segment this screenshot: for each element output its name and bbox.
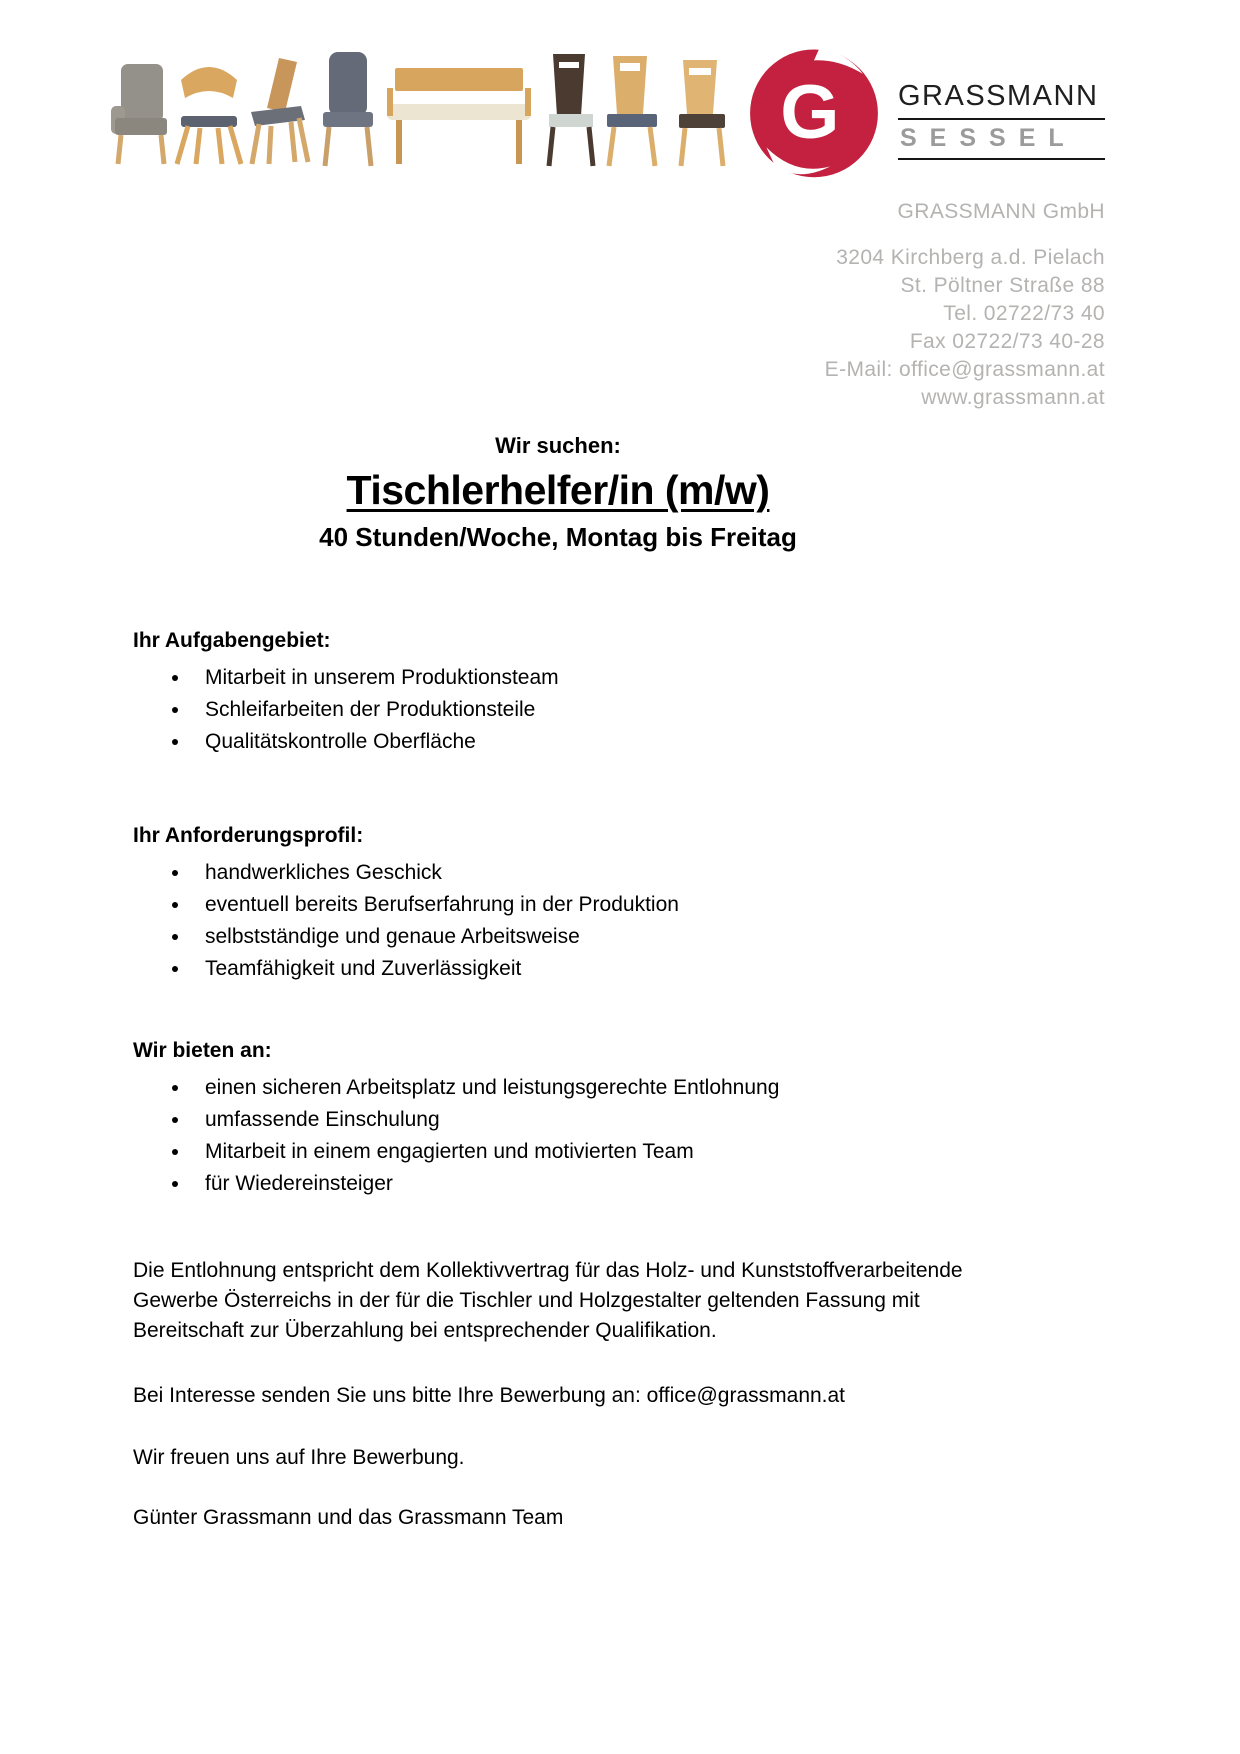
list-item: • handwerkliches Geschick xyxy=(191,857,1123,889)
signature-paragraph: Günter Grassmann und das Grassmann Team xyxy=(133,1506,564,1529)
contact-block xyxy=(825,200,1105,412)
chairs-illustration xyxy=(105,50,745,170)
list-item: • Teamfähigkeit und Zuverlässigkeit xyxy=(191,953,1123,985)
contact-fax-line: Fax 02722/73 40-28 xyxy=(909,330,1105,353)
section-offer xyxy=(133,1038,1123,1200)
list-item: • Mitarbeit in einem engagierten und motivierten Team xyxy=(191,1136,1123,1168)
list-item: • Qualitätskontrolle Oberfläche xyxy=(191,726,1123,758)
grassmann-logo-icon xyxy=(746,44,882,180)
lead-text: Wir suchen: xyxy=(495,433,621,458)
section-offer-heading: Wir bieten an: xyxy=(133,1039,272,1062)
section-profile-list xyxy=(133,857,1123,985)
chairs-photo xyxy=(105,50,745,175)
paragraph-line: Bereitschaft zur Überzahlung bei entsprechender Qualifikation. xyxy=(133,1319,717,1342)
section-tasks xyxy=(133,628,1123,758)
list-item: • selbstständige und genaue Arbeitsweise xyxy=(191,921,1123,953)
contact-street-line: St. Pöltner Straße 88 xyxy=(900,274,1105,297)
pay-paragraph xyxy=(133,1256,1128,1346)
section-tasks-list xyxy=(133,662,1123,758)
contact-email-line: E-Mail: office@grassmann.at xyxy=(824,358,1105,381)
list-item: • eventuell bereits Berufserfahrung in der Produktion xyxy=(191,889,1123,921)
brand-name: GRASSMANN xyxy=(898,80,1099,112)
list-item: • Mitarbeit in unserem Produktionsteam xyxy=(191,662,1123,694)
paragraph-line: Die Entlohnung entspricht dem Kollektivvertrag für das Holz- und Kunststoffverarbeitende xyxy=(133,1259,963,1282)
logo-monogram: G xyxy=(780,69,840,155)
application-paragraph: Bei Interesse senden Sie uns bitte Ihre Bewerbung an: office@grassmann.at xyxy=(133,1384,846,1407)
list-item: • umfassende Einschulung xyxy=(191,1104,1123,1136)
section-profile xyxy=(133,823,1123,985)
contact-phone-line: Tel. 02722/73 40 xyxy=(943,302,1105,325)
paragraph-line: Gewerbe Österreichs in der für die Tischler und Holzgestalter geltenden Fassung mit xyxy=(133,1289,920,1312)
list-item: • einen sicheren Arbeitsplatz und leistungsgerechte Entlohnung xyxy=(191,1072,1123,1104)
company-name: GRASSMANN GmbH xyxy=(897,200,1105,223)
intro-block xyxy=(130,432,986,554)
list-item: • für Wiedereinsteiger xyxy=(191,1168,1123,1200)
wordmark-divider-top xyxy=(898,118,1105,120)
section-tasks-heading: Ihr Aufgabengebiet: xyxy=(133,629,331,652)
contact-website-line: www.grassmann.at xyxy=(921,386,1105,409)
section-profile-heading: Ihr Anforderungsprofil: xyxy=(133,824,364,847)
wordmark-divider-bottom xyxy=(898,158,1105,160)
brand-subname: SESSEL xyxy=(900,124,1077,152)
job-title: Tischlerhelfer/in (m/w) xyxy=(346,467,770,513)
list-item: • Schleifarbeiten der Produktionsteile xyxy=(191,694,1123,726)
contact-address-line: 3204 Kirchberg a.d. Pielach xyxy=(836,246,1105,269)
closing-paragraph: Wir freuen uns auf Ihre Bewerbung. xyxy=(133,1446,465,1469)
section-offer-list xyxy=(133,1072,1123,1200)
job-subtitle: 40 Stunden/Woche, Montag bis Freitag xyxy=(319,522,797,552)
logo-wordmark xyxy=(898,80,1105,164)
